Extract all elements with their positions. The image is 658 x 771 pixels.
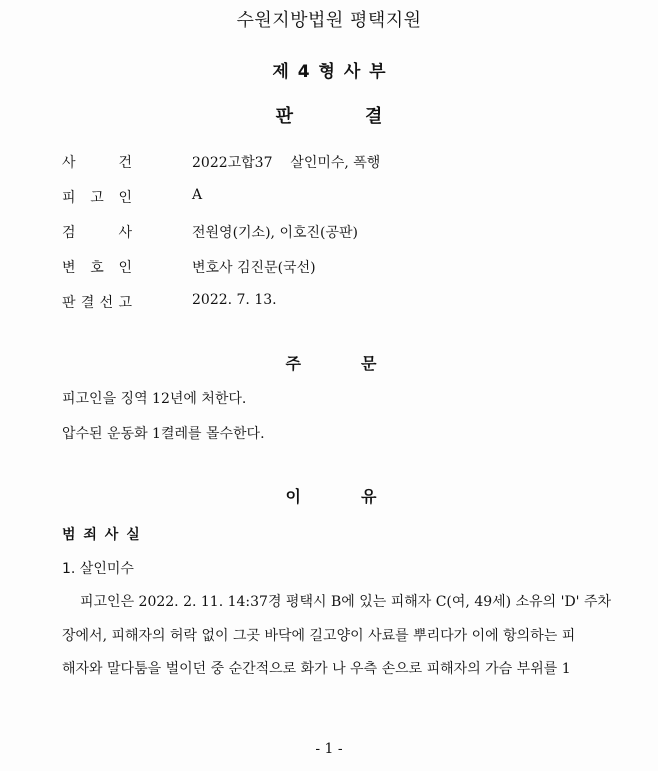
counsel-label: 변 호 인 xyxy=(62,260,132,276)
order-line-confiscation: 압수된 운동화 1켤레를 몰수한다. xyxy=(62,426,265,442)
case-number-value: 2022고합37 살인미수, 폭행 xyxy=(192,155,381,171)
counsel-value: 변호사 김진문(국선) xyxy=(192,260,316,276)
case-info-row-defendant xyxy=(62,187,380,222)
case-info-row-verdict-date xyxy=(62,292,380,327)
prosecutor-label: 검 사 xyxy=(62,225,132,241)
document-type-title xyxy=(0,102,658,128)
case-info-row-case xyxy=(62,152,380,187)
verdict-date-label: 판 결 선 고 xyxy=(62,295,132,311)
doc-type-char-left: 판 xyxy=(275,106,293,127)
case-info-row-counsel xyxy=(62,257,380,292)
paragraph-line: 피고인은 2022. 2. 11. 14:37경 평택시 B에 있는 피해자 C(여, 49세) 소유의 'D' 주차 xyxy=(80,594,612,610)
case-info-table xyxy=(62,152,380,327)
defendant-label: 피 고 인 xyxy=(62,190,132,206)
court-name: 수원지방법원 평택지원 xyxy=(236,10,422,31)
order-heading: 주 문 xyxy=(285,354,377,373)
reason-heading: 이 유 xyxy=(285,487,377,506)
division-name: 제 4 형 사 부 xyxy=(272,62,386,82)
item-title-attempted-murder: 1. 살인미수 xyxy=(62,561,134,577)
prosecutor-value: 전원영(기소), 이호진(공판) xyxy=(192,225,358,241)
crime-facts-subheading: 범 죄 사 실 xyxy=(62,527,140,543)
case-info-label: 사 건 xyxy=(62,155,132,171)
case-info-row-prosecutor xyxy=(62,222,380,257)
page-number: - 1 - xyxy=(315,741,343,757)
paragraph-line: 장에서, 피해자의 허락 없이 그곳 바닥에 길고양이 사료를 뿌리다가 이에 항의하는 피 xyxy=(62,628,576,644)
defendant-value: A xyxy=(192,187,203,203)
verdict-date-value: 2022. 7. 13. xyxy=(192,292,277,308)
doc-type-char-right: 결 xyxy=(365,106,383,127)
order-line-sentence: 피고인을 징역 12년에 처한다. xyxy=(62,391,247,407)
paragraph-line: 해자와 말다툼을 벌이던 중 순간적으로 화가 나 우측 손으로 피해자의 가슴 부위를 1 xyxy=(62,661,571,677)
